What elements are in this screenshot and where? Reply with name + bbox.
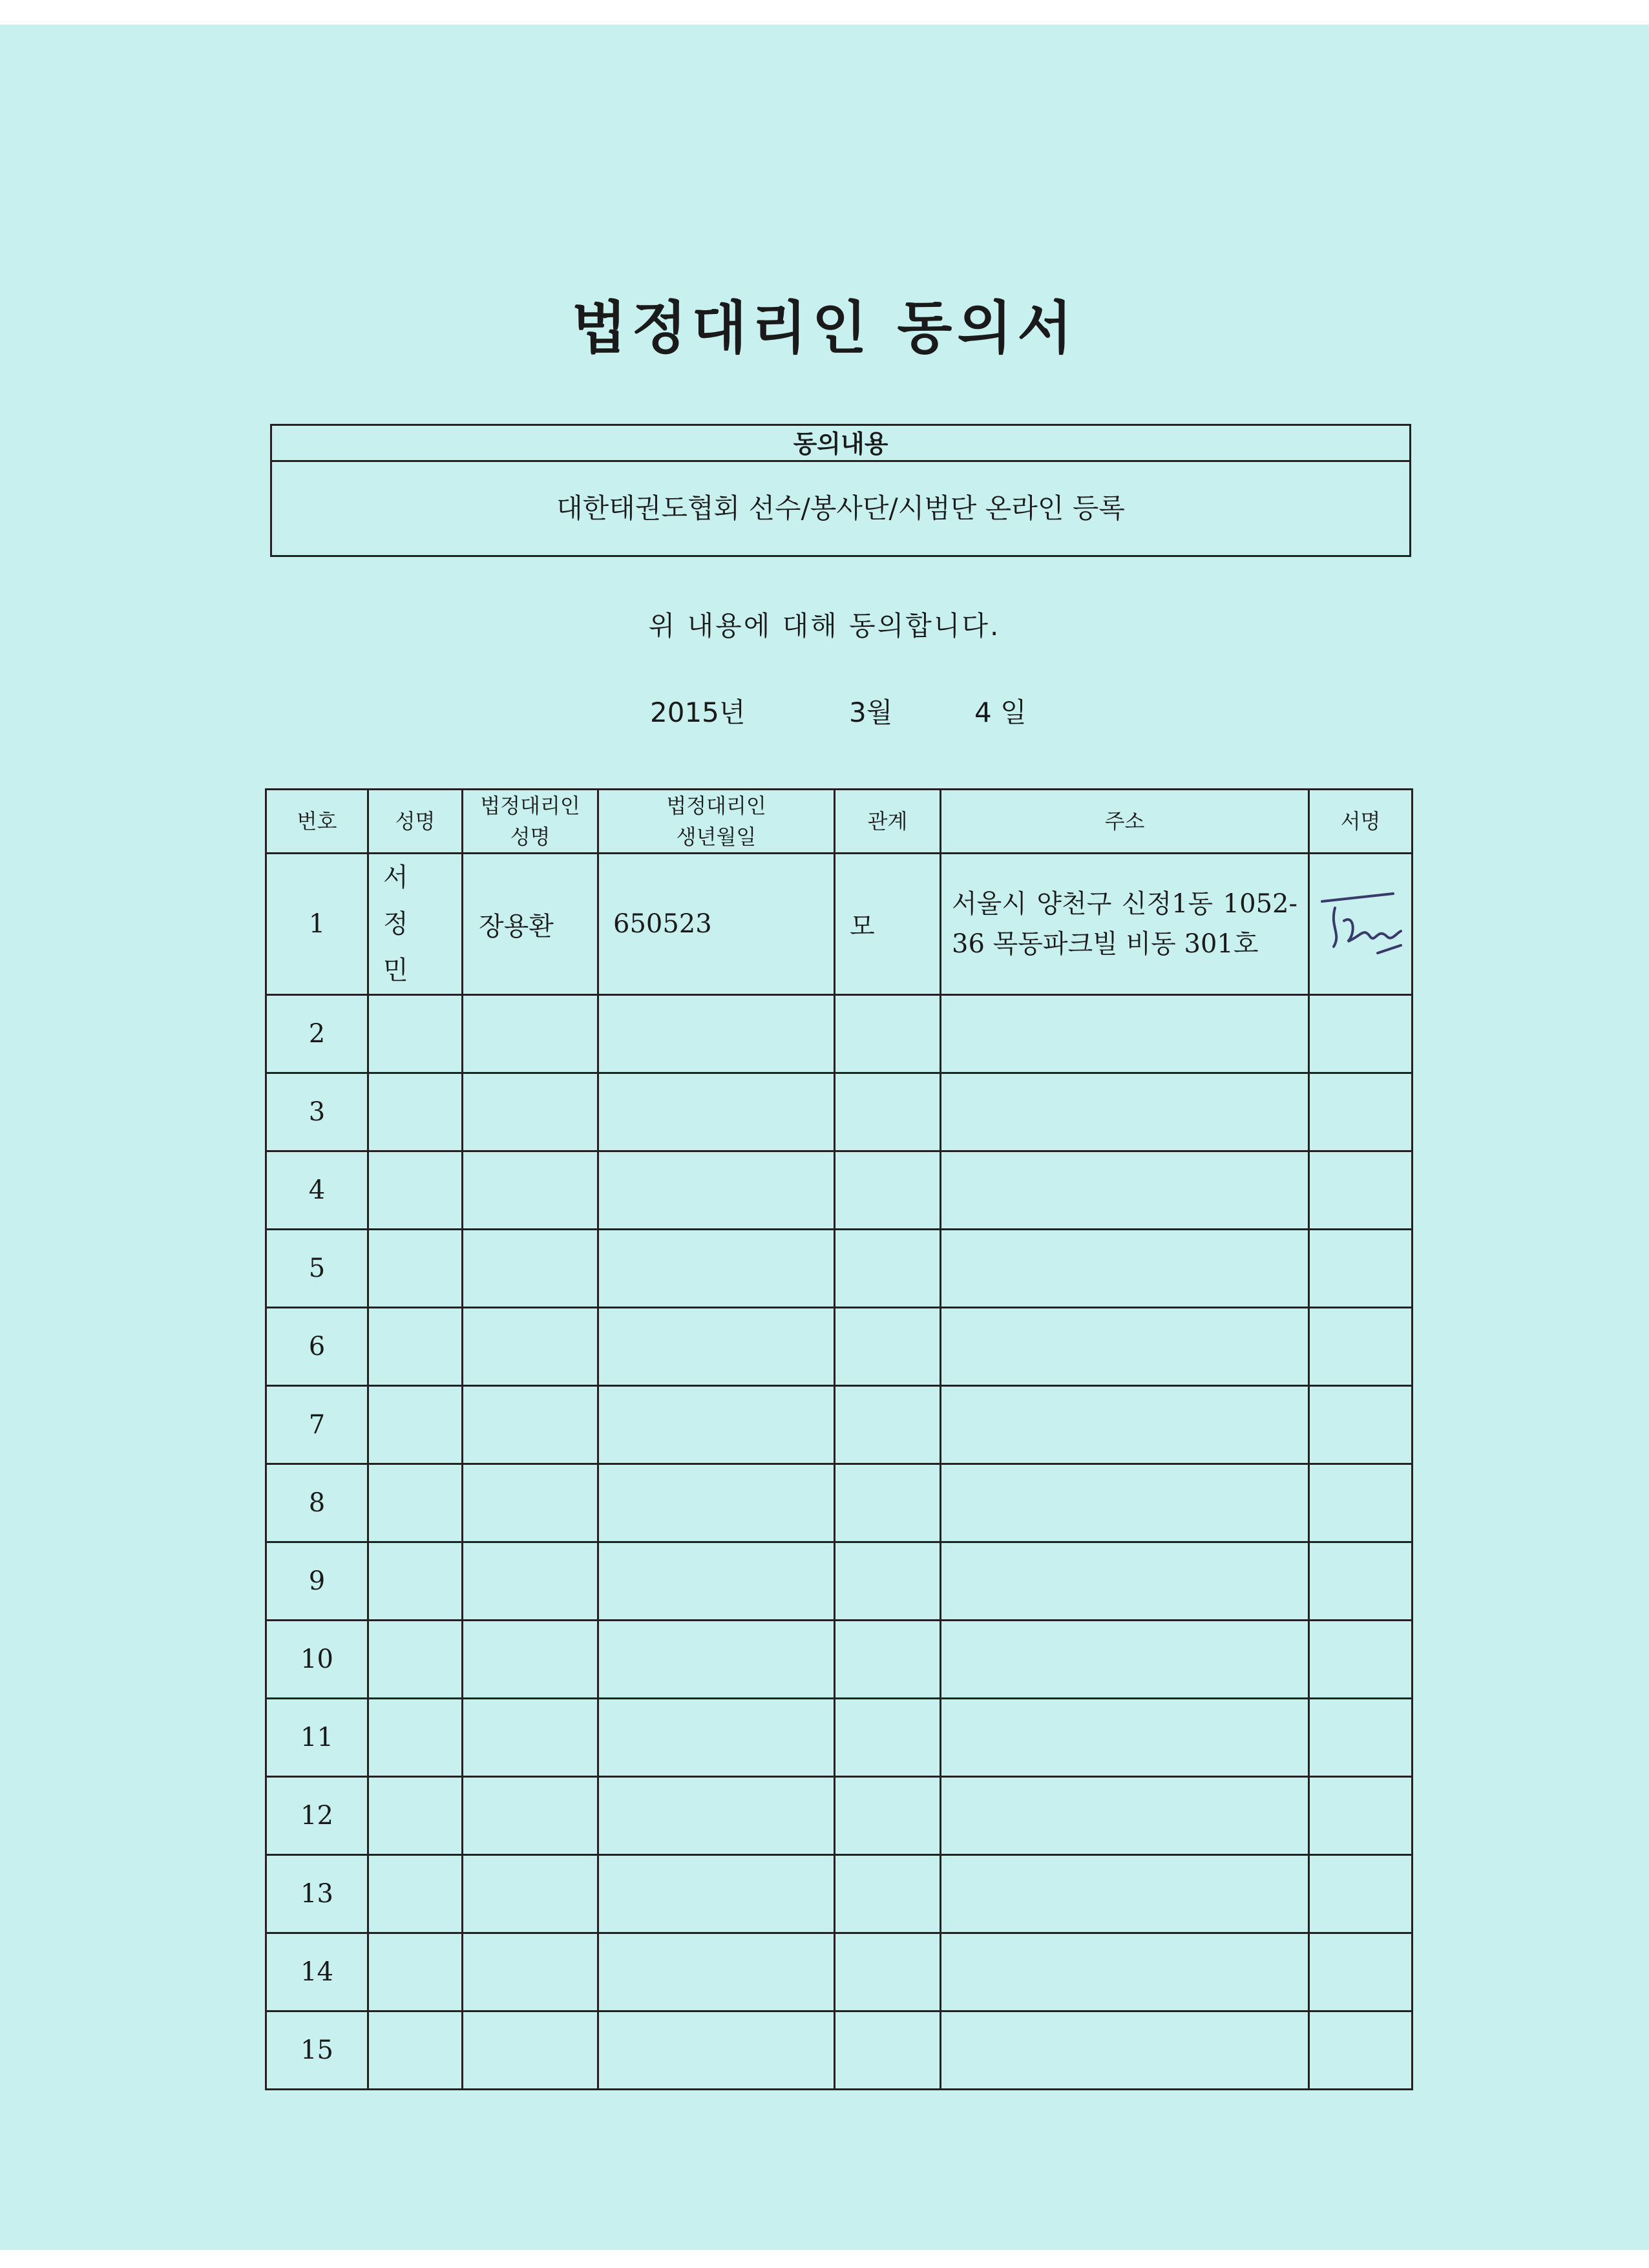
address: [941, 1777, 1309, 1855]
student-name: [368, 854, 463, 995]
table-row: [266, 1464, 1413, 1542]
address: [941, 1386, 1309, 1464]
relation: [835, 1230, 941, 1308]
signature: [1309, 1699, 1413, 1777]
header-name: 성명: [368, 790, 463, 854]
guardian-birthdate: [598, 1464, 835, 1542]
relation: [835, 1855, 941, 1933]
student-name-line2: 민: [383, 956, 420, 985]
guardian-name: [463, 1855, 598, 1933]
guardian-birthdate: 650523: [598, 854, 835, 995]
scan-bottom-margin: [0, 2250, 1649, 2268]
row-number: 1: [266, 854, 368, 995]
relation: [835, 1464, 941, 1542]
signature: [1309, 1542, 1413, 1621]
row-number: 9: [266, 1542, 368, 1621]
guardian-name: [463, 1073, 598, 1151]
signature: [1309, 1151, 1413, 1230]
table-row: [266, 1542, 1413, 1621]
relation: [835, 995, 941, 1073]
table-row: [266, 1699, 1413, 1777]
table-row: [266, 1073, 1413, 1151]
guardian-name: 장용환: [463, 854, 598, 995]
student-name: [368, 1933, 463, 2011]
guardian-birthdate: [598, 1621, 835, 1699]
relation: [835, 1308, 941, 1386]
signature: [1309, 995, 1413, 1073]
signature: [1309, 1621, 1413, 1699]
date-year: 2015년: [650, 697, 746, 728]
header-guardian-birth: [598, 790, 835, 854]
header-relation: 관계: [835, 790, 941, 854]
table-row: [266, 1230, 1413, 1308]
guardian-birthdate: [598, 1933, 835, 2011]
table-row: [266, 1621, 1413, 1699]
row-number: 13: [266, 1855, 368, 1933]
address: [941, 995, 1309, 1073]
address: [941, 1855, 1309, 1933]
table-row: [266, 995, 1413, 1073]
header-address: 주소: [941, 790, 1309, 854]
row-number: 3: [266, 1073, 368, 1151]
signature: [1309, 854, 1413, 995]
signature: [1309, 1230, 1413, 1308]
guardian-birthdate: [598, 1308, 835, 1386]
signature: [1309, 1933, 1413, 2011]
guardian-name: [463, 1621, 598, 1699]
address: [941, 1542, 1309, 1621]
row-number: 10: [266, 1621, 368, 1699]
student-name: [368, 995, 463, 1073]
signature: [1309, 1777, 1413, 1855]
date-day: 4 일: [974, 697, 1027, 728]
row-number: 4: [266, 1151, 368, 1230]
relation: [835, 1699, 941, 1777]
address: [941, 1151, 1309, 1230]
guardian-name: [463, 1151, 598, 1230]
guardian-birthdate: [598, 1855, 835, 1933]
row-number: 7: [266, 1386, 368, 1464]
table-header-row: [266, 790, 1413, 854]
relation: [835, 1386, 941, 1464]
address: [941, 1073, 1309, 1151]
relation: [835, 1151, 941, 1230]
student-name: [368, 1699, 463, 1777]
guardian-name: [463, 1230, 598, 1308]
header-guardian-name: [463, 790, 598, 854]
relation: [835, 1073, 941, 1151]
address: [941, 1699, 1309, 1777]
relation: [835, 1542, 941, 1621]
guardian-name: [463, 1464, 598, 1542]
guardian-table: [265, 788, 1413, 2090]
consent-body: 대한태권도협회 선수/봉사단/시범단 온라인 등록: [556, 492, 1125, 524]
row-number: 12: [266, 1777, 368, 1855]
row-number: 5: [266, 1230, 368, 1308]
student-name: [368, 1542, 463, 1621]
guardian-birthdate: [598, 1073, 835, 1151]
header-signature: 서명: [1309, 790, 1413, 854]
table-row: [266, 1933, 1413, 2011]
guardian-name: [463, 1777, 598, 1855]
guardian-birthdate: [598, 1699, 835, 1777]
header-guardian-birth-line2: 생년월일: [676, 824, 757, 849]
student-name-line1: 서 정: [383, 863, 420, 939]
address: [941, 1621, 1309, 1699]
relation: [835, 1621, 941, 1699]
guardian-birthdate: [598, 1777, 835, 1855]
student-name: [368, 2011, 463, 2090]
guardian-birthdate: [598, 1386, 835, 1464]
address: [941, 1230, 1309, 1308]
handwritten-signature: [1316, 882, 1406, 966]
student-name: [368, 1464, 463, 1542]
relation: 모: [835, 854, 941, 995]
guardian-name: [463, 1699, 598, 1777]
relation: [835, 1777, 941, 1855]
row-number: 2: [266, 995, 368, 1073]
student-name: [368, 1777, 463, 1855]
signature: [1309, 1464, 1413, 1542]
address: 서울시 양천구 신정1동 1052-36 목동파크빌 비동 301호: [941, 854, 1309, 995]
guardian-birthdate: [598, 1151, 835, 1230]
relation: [835, 2011, 941, 2090]
signature: [1309, 1073, 1413, 1151]
table-row: [266, 2011, 1413, 2090]
guardian-birthdate: [598, 1542, 835, 1621]
header-guardian-name-line1: 법정대리인: [480, 793, 580, 818]
table-row: [266, 1855, 1413, 1933]
student-name: [368, 1621, 463, 1699]
scan-top-margin: [0, 0, 1649, 25]
document-title: 법정대리인 동의서: [571, 295, 1078, 361]
consent-box: [270, 424, 1411, 557]
signature: [1309, 2011, 1413, 2090]
address: [941, 1464, 1309, 1542]
guardian-name: [463, 1308, 598, 1386]
guardian-name: [463, 1542, 598, 1621]
table-row: [266, 1151, 1413, 1230]
guardian-birthdate: [598, 995, 835, 1073]
agreement-statement: 위 내용에 대해 동의합니다.: [648, 610, 1001, 642]
address: [941, 1933, 1309, 2011]
table-row: [266, 1386, 1413, 1464]
header-no: 번호: [266, 790, 368, 854]
student-name: [368, 1855, 463, 1933]
guardian-name: [463, 1386, 598, 1464]
row-number: 6: [266, 1308, 368, 1386]
guardian-birthdate: [598, 2011, 835, 2090]
signature: [1309, 1855, 1413, 1933]
address: [941, 2011, 1309, 2090]
date-month: 3월: [849, 697, 893, 728]
student-name: [368, 1386, 463, 1464]
guardian-birthdate: [598, 1230, 835, 1308]
table-row: [266, 1308, 1413, 1386]
consent-header: 동의내용: [272, 426, 1409, 462]
row-number: 11: [266, 1699, 368, 1777]
table-row: [266, 1777, 1413, 1855]
student-name: [368, 1308, 463, 1386]
address: [941, 1308, 1309, 1386]
guardian-name: [463, 995, 598, 1073]
guardian-name: [463, 1933, 598, 2011]
header-guardian-name-line2: 성명: [510, 824, 551, 849]
signature: [1309, 1386, 1413, 1464]
row-number: 15: [266, 2011, 368, 2090]
row-number: 8: [266, 1464, 368, 1542]
table-row: [266, 854, 1413, 995]
student-name: [368, 1230, 463, 1308]
relation: [835, 1933, 941, 2011]
student-name: [368, 1073, 463, 1151]
guardian-name: [463, 2011, 598, 2090]
student-name: [368, 1151, 463, 1230]
header-guardian-birth-line1: 법정대리인: [666, 793, 766, 818]
signature: [1309, 1308, 1413, 1386]
row-number: 14: [266, 1933, 368, 2011]
